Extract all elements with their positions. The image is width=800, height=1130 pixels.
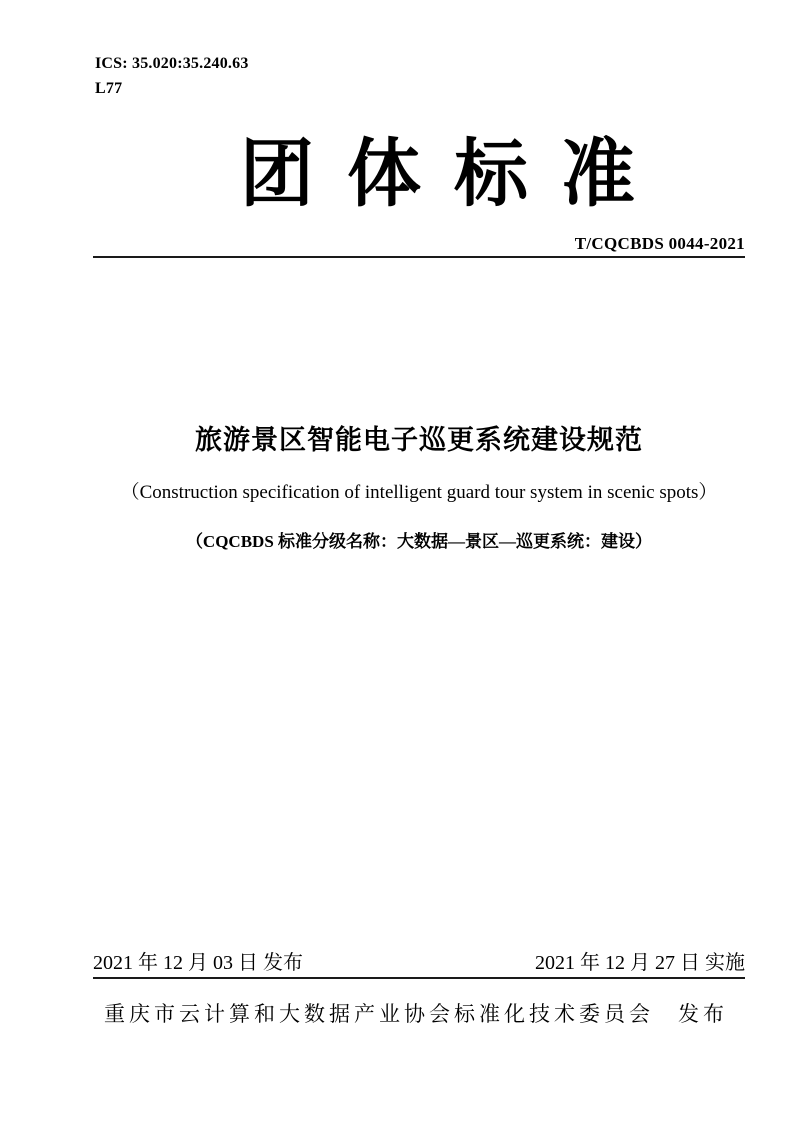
publish-label: 发布	[678, 1003, 728, 1026]
publisher-row	[104, 1001, 728, 1029]
publisher-name: 重庆市云计算和大数据产业协会标准化技术委员会	[104, 1003, 654, 1026]
header-divider-line	[93, 256, 745, 258]
standard-number: T/CQCBDS 0044-2021	[574, 234, 745, 253]
implement-date: 2021 年 12 月 27 日 实施	[535, 952, 745, 974]
title-english: （Construction specification of intelligent guard tour system in scenic spots）	[120, 482, 718, 503]
ics-code-block	[95, 51, 249, 101]
document-type-title: 团体标准	[240, 132, 668, 215]
ics-class-code: L77	[95, 80, 123, 97]
classification-line: （CQCBDS 标准分级名称：大数据—景区—巡更系统：建设）	[185, 532, 653, 551]
title-chinese: 旅游景区智能电子巡更系统建设规范	[195, 425, 643, 455]
ics-code: ICS: 35.020:35.240.63	[95, 55, 249, 72]
footer-divider-line	[93, 977, 745, 979]
issue-date: 2021 年 12 月 03 日 发布	[93, 952, 303, 974]
dates-row	[93, 950, 745, 976]
